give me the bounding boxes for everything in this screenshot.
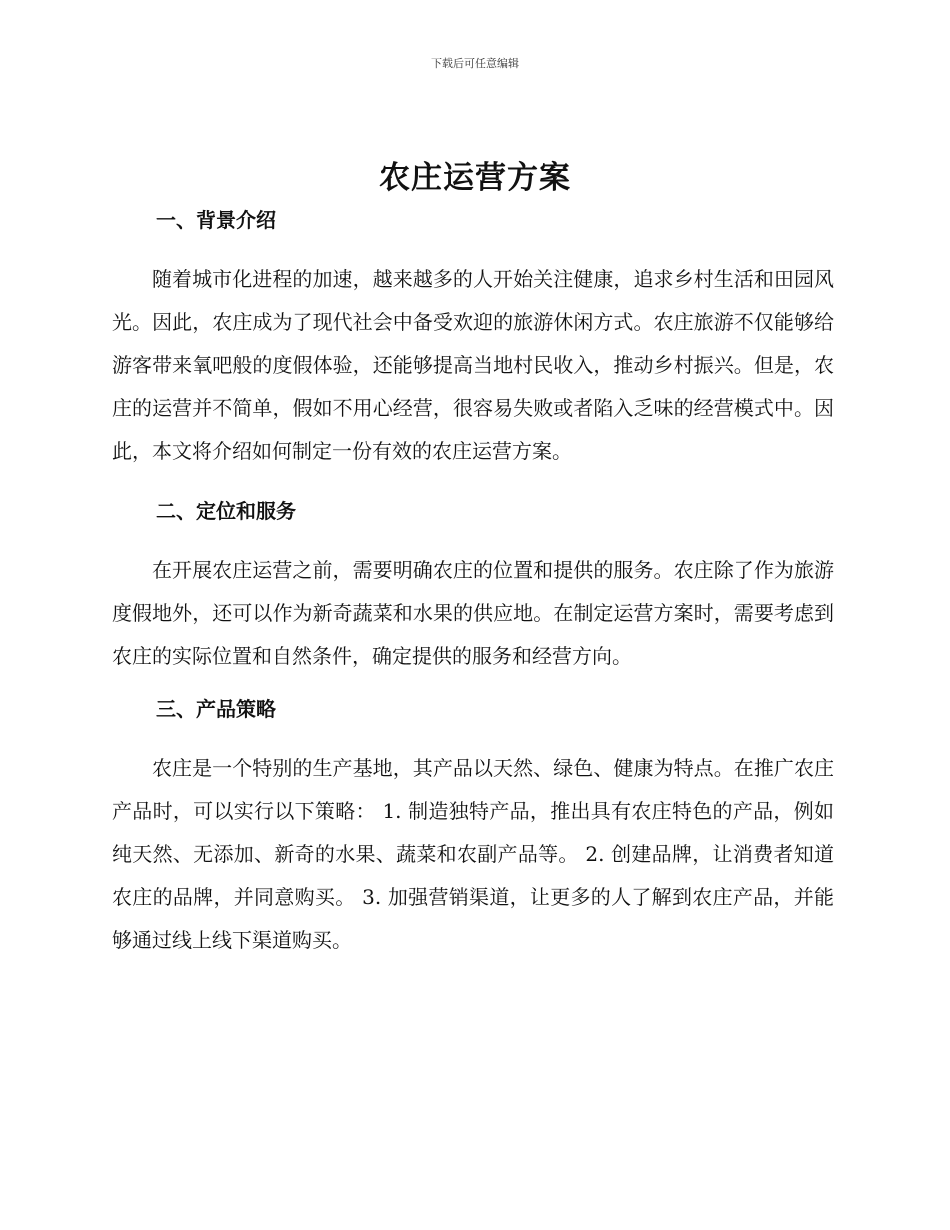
section-paragraph-product-strategy: 农庄是一个特别的生产基地，其产品以天然、绿色、健康为特点。在推广农庄产品时，可以实行以下策略： 1. 制造独特产品，推出具有农庄特色的产品，例如纯天然、无添加、新奇的水果、蔬菜和农副产品等。 2. 创建品牌，让消费者知道农庄的品牌，并同意购买。 3. 加强营销渠道，让更多的人了解到农庄产品，并能够通过线上线下渠道购买。 — [112, 756, 834, 952]
page-title: 农庄运营方案 — [379, 160, 571, 196]
section-paragraph-background: 随着城市化进程的加速，越来越多的人开始关注健康，追求乡村生活和田园风光。因此，农庄成为了现代社会中备受欢迎的旅游休闲方式。农庄旅游不仅能够给游客带来氧吧般的度假体验，还能够提高当地村民收入，推动乡村振兴。但是，农庄的运营并不简单，假如不用心经营，很容易失败或者陷入乏味的经营模式中。因此，本文将介绍如何制定一份有效的农庄运营方案。 — [112, 267, 834, 463]
section-heading-positioning: 二、定位和服务 — [156, 499, 296, 523]
section-heading-product-strategy: 三、产品策略 — [156, 697, 276, 721]
section-product-strategy — [112, 689, 834, 962]
document-body — [112, 200, 834, 962]
section-background — [112, 200, 834, 473]
section-paragraph-positioning: 在开展农庄运营之前，需要明确农庄的位置和提供的服务。农庄除了作为旅游度假地外，还可以作为新奇蔬菜和水果的供应地。在制定运营方案时，需要考虑到农庄的实际位置和自然条件，确定提供的服务和经营方向。 — [112, 558, 834, 668]
section-positioning — [112, 491, 834, 678]
section-heading-background: 一、背景介绍 — [156, 208, 276, 232]
header-note: 下载后可任意编辑 — [431, 57, 519, 70]
